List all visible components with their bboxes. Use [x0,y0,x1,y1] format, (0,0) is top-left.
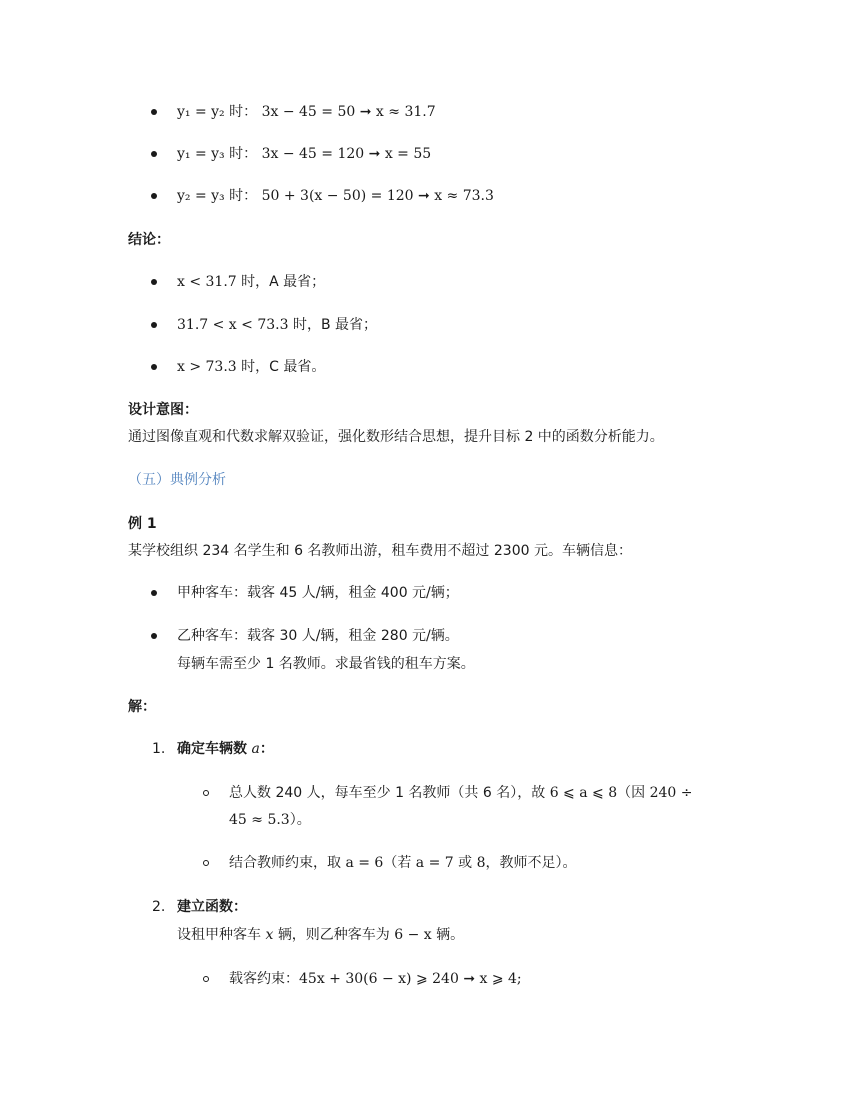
math-expression: 240 ÷ [649,785,693,801]
step-title [177,739,274,759]
design-label: 设计意图： [128,402,198,418]
design-text: 通过图像直观和代数求解双验证，强化数形结合思想，提升目标 2 中的函数分析能力。 [128,429,664,445]
math-expression: 3x − 45 = 50 ➞ x ≈ 31.7 [261,104,436,120]
bullet-line-2 [177,144,431,164]
step-title: 建立函数： [177,899,247,915]
text: 总人数 240 人，每车至少 1 名教师（共 6 名），故 [229,785,546,801]
bullet-icon [151,590,157,596]
example-label: 例 1 [128,516,157,532]
text: 时： [229,188,258,204]
conclusion-label: 结论： [128,232,170,248]
vehicle-item-1: 甲种客车：载客 45 人/辆，租金 400 元/辆； [177,585,459,601]
text: 时，B 最省； [292,317,378,333]
bullet-line-1 [177,102,436,122]
math-expression: 6 − x [394,927,432,943]
text: 或 [458,855,473,871]
math-expression: y₁ = y₂ [177,104,225,120]
vehicle-item-2: 乙种客车：载客 30 人/辆，租金 280 元/辆。 [177,628,459,644]
text: ）。 [289,812,311,828]
text: 时，C 最省。 [241,359,326,375]
sub-item-1-cont [229,810,311,830]
math-variable: x [265,927,274,943]
math-variable: a [251,741,260,757]
text: （若 [383,855,412,871]
math-expression: 50 + 3(x − 50) = 120 ➞ x ≈ 73.3 [261,188,494,204]
math-expression: 6 ⩽ a ⩽ 8 [549,785,618,801]
section-heading: （五）典例分析 [128,472,226,488]
text: 时： [229,104,258,120]
conclusion-item-1 [177,272,325,292]
text: 结合教师约束，取 [229,855,341,871]
sub-item-2 [229,853,577,873]
math-expression: y₂ = y₃ [177,188,225,204]
math-expression: 8 [476,855,486,871]
math-expression: 31.7 < x < 73.3 [177,317,289,333]
math-expression: a = 7 [415,855,454,871]
sub-bullet-icon [203,976,209,982]
bullet-icon [151,151,157,157]
math-expression: 45 ≈ 5.3 [229,812,290,828]
text: 设租甲种客车 [177,927,261,943]
bullet-icon [151,109,157,115]
bullet-icon [151,193,157,199]
sub-item-1 [229,783,693,803]
example-intro: 某学校组织 234 名学生和 6 名教师出游，租车费用不超过 2300 元。车辆信息： [128,543,632,559]
text: 时，A 最省； [241,274,326,290]
conclusion-item-3 [177,357,325,377]
bullet-icon [151,633,157,639]
step-number: 1. [152,741,166,757]
math-expression: y₁ = y₃ [177,146,225,162]
text: 辆。 [436,927,465,943]
example-question: 每辆车需至少 1 名教师。求最省钱的租车方案。 [177,656,475,672]
sub-item-3 [229,969,522,989]
text: 时： [229,146,258,162]
text: ，教师不足）。 [485,855,577,871]
bullet-icon [151,364,157,370]
step-title-text: 确定车辆数 [177,741,247,757]
bullet-line-3 [177,186,494,206]
math-expression: 3x − 45 = 120 ➞ x = 55 [261,146,432,162]
math-expression: 45x + 30(6 − x) ⩾ 240 ➞ x ⩾ 4; [299,971,522,987]
step-number: 2. [152,899,166,915]
conclusion-item-2 [177,315,377,335]
sub-bullet-icon [203,790,209,796]
text: （因 [617,785,646,801]
sub-bullet-icon [203,860,209,866]
solution-label: 解： [128,699,156,715]
step-description [177,925,464,945]
text: 载客约束： [229,971,299,987]
colon: ： [259,741,274,757]
bullet-icon [151,322,157,328]
math-expression: x > 73.3 [177,359,237,375]
math-expression: x < 31.7 [177,274,237,290]
text: 辆，则乙种客车为 [277,927,390,943]
bullet-icon [151,279,157,285]
math-expression: a = 6 [345,855,384,871]
